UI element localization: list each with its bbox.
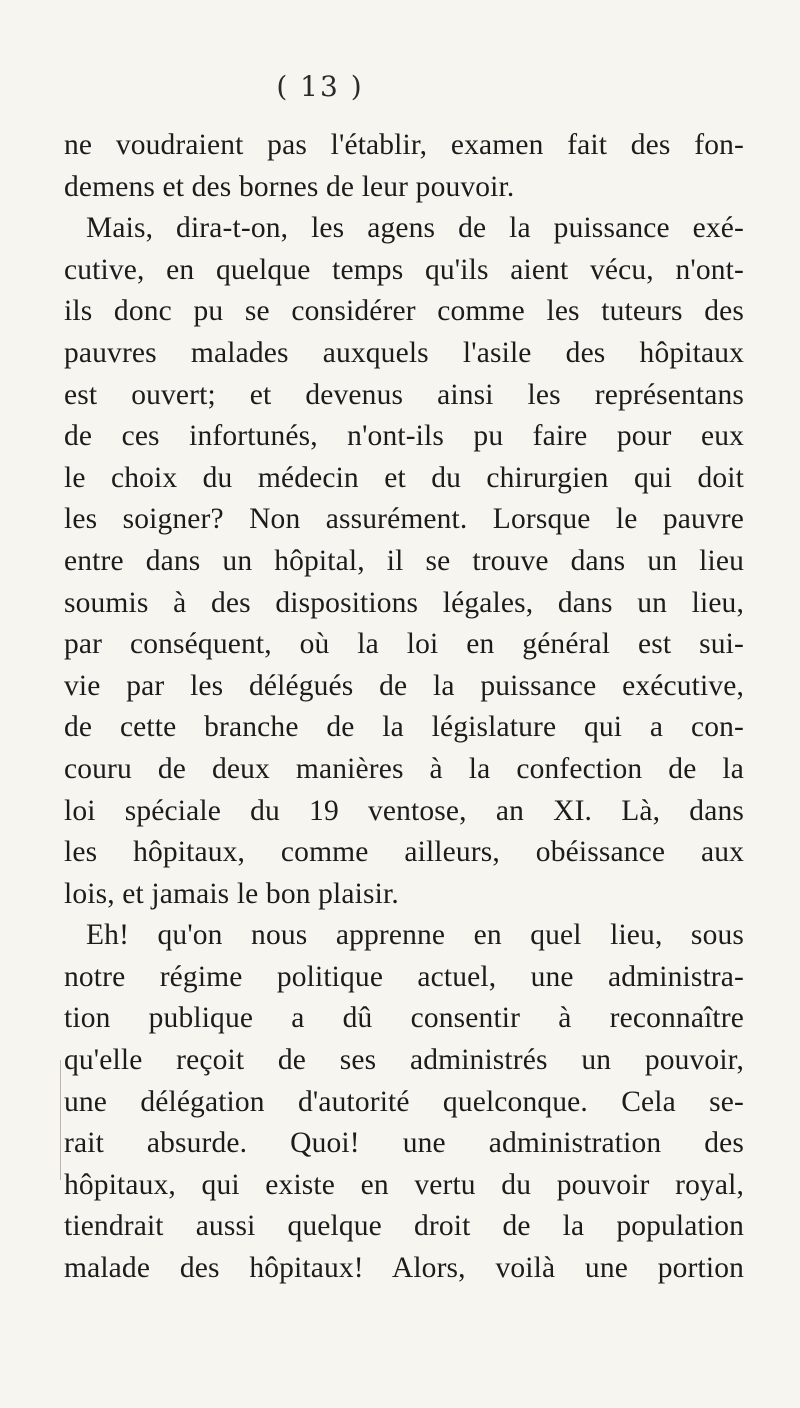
text-line: une délégation d'autorité quelconque. Cela se-	[64, 1085, 744, 1118]
text-line: entre dans un hôpital, il se trouve dans un lieu	[64, 544, 744, 577]
text-line: demens et des bornes de leur pouvoir.	[64, 170, 515, 203]
text-line: tion publique a dû consentir à reconnaître	[64, 1002, 744, 1035]
text-line: lois, et jamais le bon plaisir.	[64, 877, 399, 910]
text-line: ne voudraient pas l'établir, examen fait des fon-	[64, 129, 744, 161]
text-line: notre régime politique actuel, une administra-	[64, 960, 744, 993]
text-line: Mais, dira-t-on, les agens de la puissance exé-	[86, 212, 744, 245]
text-line: rait absurde. Quoi! une administration des	[64, 1127, 744, 1160]
text-line: malade des hôpitaux! Alors, voilà une portion	[64, 1252, 744, 1285]
text-line: Eh! qu'on nous apprenne en quel lieu, sous	[86, 919, 744, 952]
text-line: par conséquent, où la loi en général est sui-	[64, 628, 744, 661]
page-number: ( 13 )	[276, 70, 364, 103]
text-line: est ouvert; et devenus ainsi les représentans	[64, 378, 744, 411]
text-line: couru de deux manières à la confection de la	[64, 752, 744, 785]
margin-mark	[60, 1060, 61, 1180]
text-line: loi spéciale du 19 ventose, an XI. Là, dans	[64, 794, 744, 827]
text-line: les hôpitaux, comme ailleurs, obéissance aux	[64, 836, 744, 869]
text-line: tiendrait aussi quelque droit de la population	[64, 1210, 744, 1243]
text-line: ils donc pu se considérer comme les tuteurs des	[64, 295, 744, 328]
text-line: cutive, en quelque temps qu'ils aient vécu, n'ont-	[64, 253, 744, 286]
text-line: le choix du médecin et du chirurgien qui doit	[64, 461, 744, 494]
text-line: les soigner? Non assurément. Lorsque le pauvre	[64, 503, 744, 536]
page-text	[64, 125, 744, 1290]
text-line: de ces infortunés, n'ont-ils pu faire pour eux	[64, 420, 744, 453]
text-line: hôpitaux, qui existe en vertu du pouvoir royal,	[64, 1168, 744, 1201]
text-line: vie par les délégués de la puissance exécutive,	[64, 669, 744, 702]
text-line: pauvres malades auxquels l'asile des hôpitaux	[64, 336, 744, 369]
text-line: soumis à des dispositions légales, dans un lieu,	[64, 586, 744, 619]
text-line: de cette branche de la législature qui a con-	[64, 711, 744, 744]
text-line: qu'elle reçoit de ses administrés un pouvoir,	[64, 1044, 744, 1077]
